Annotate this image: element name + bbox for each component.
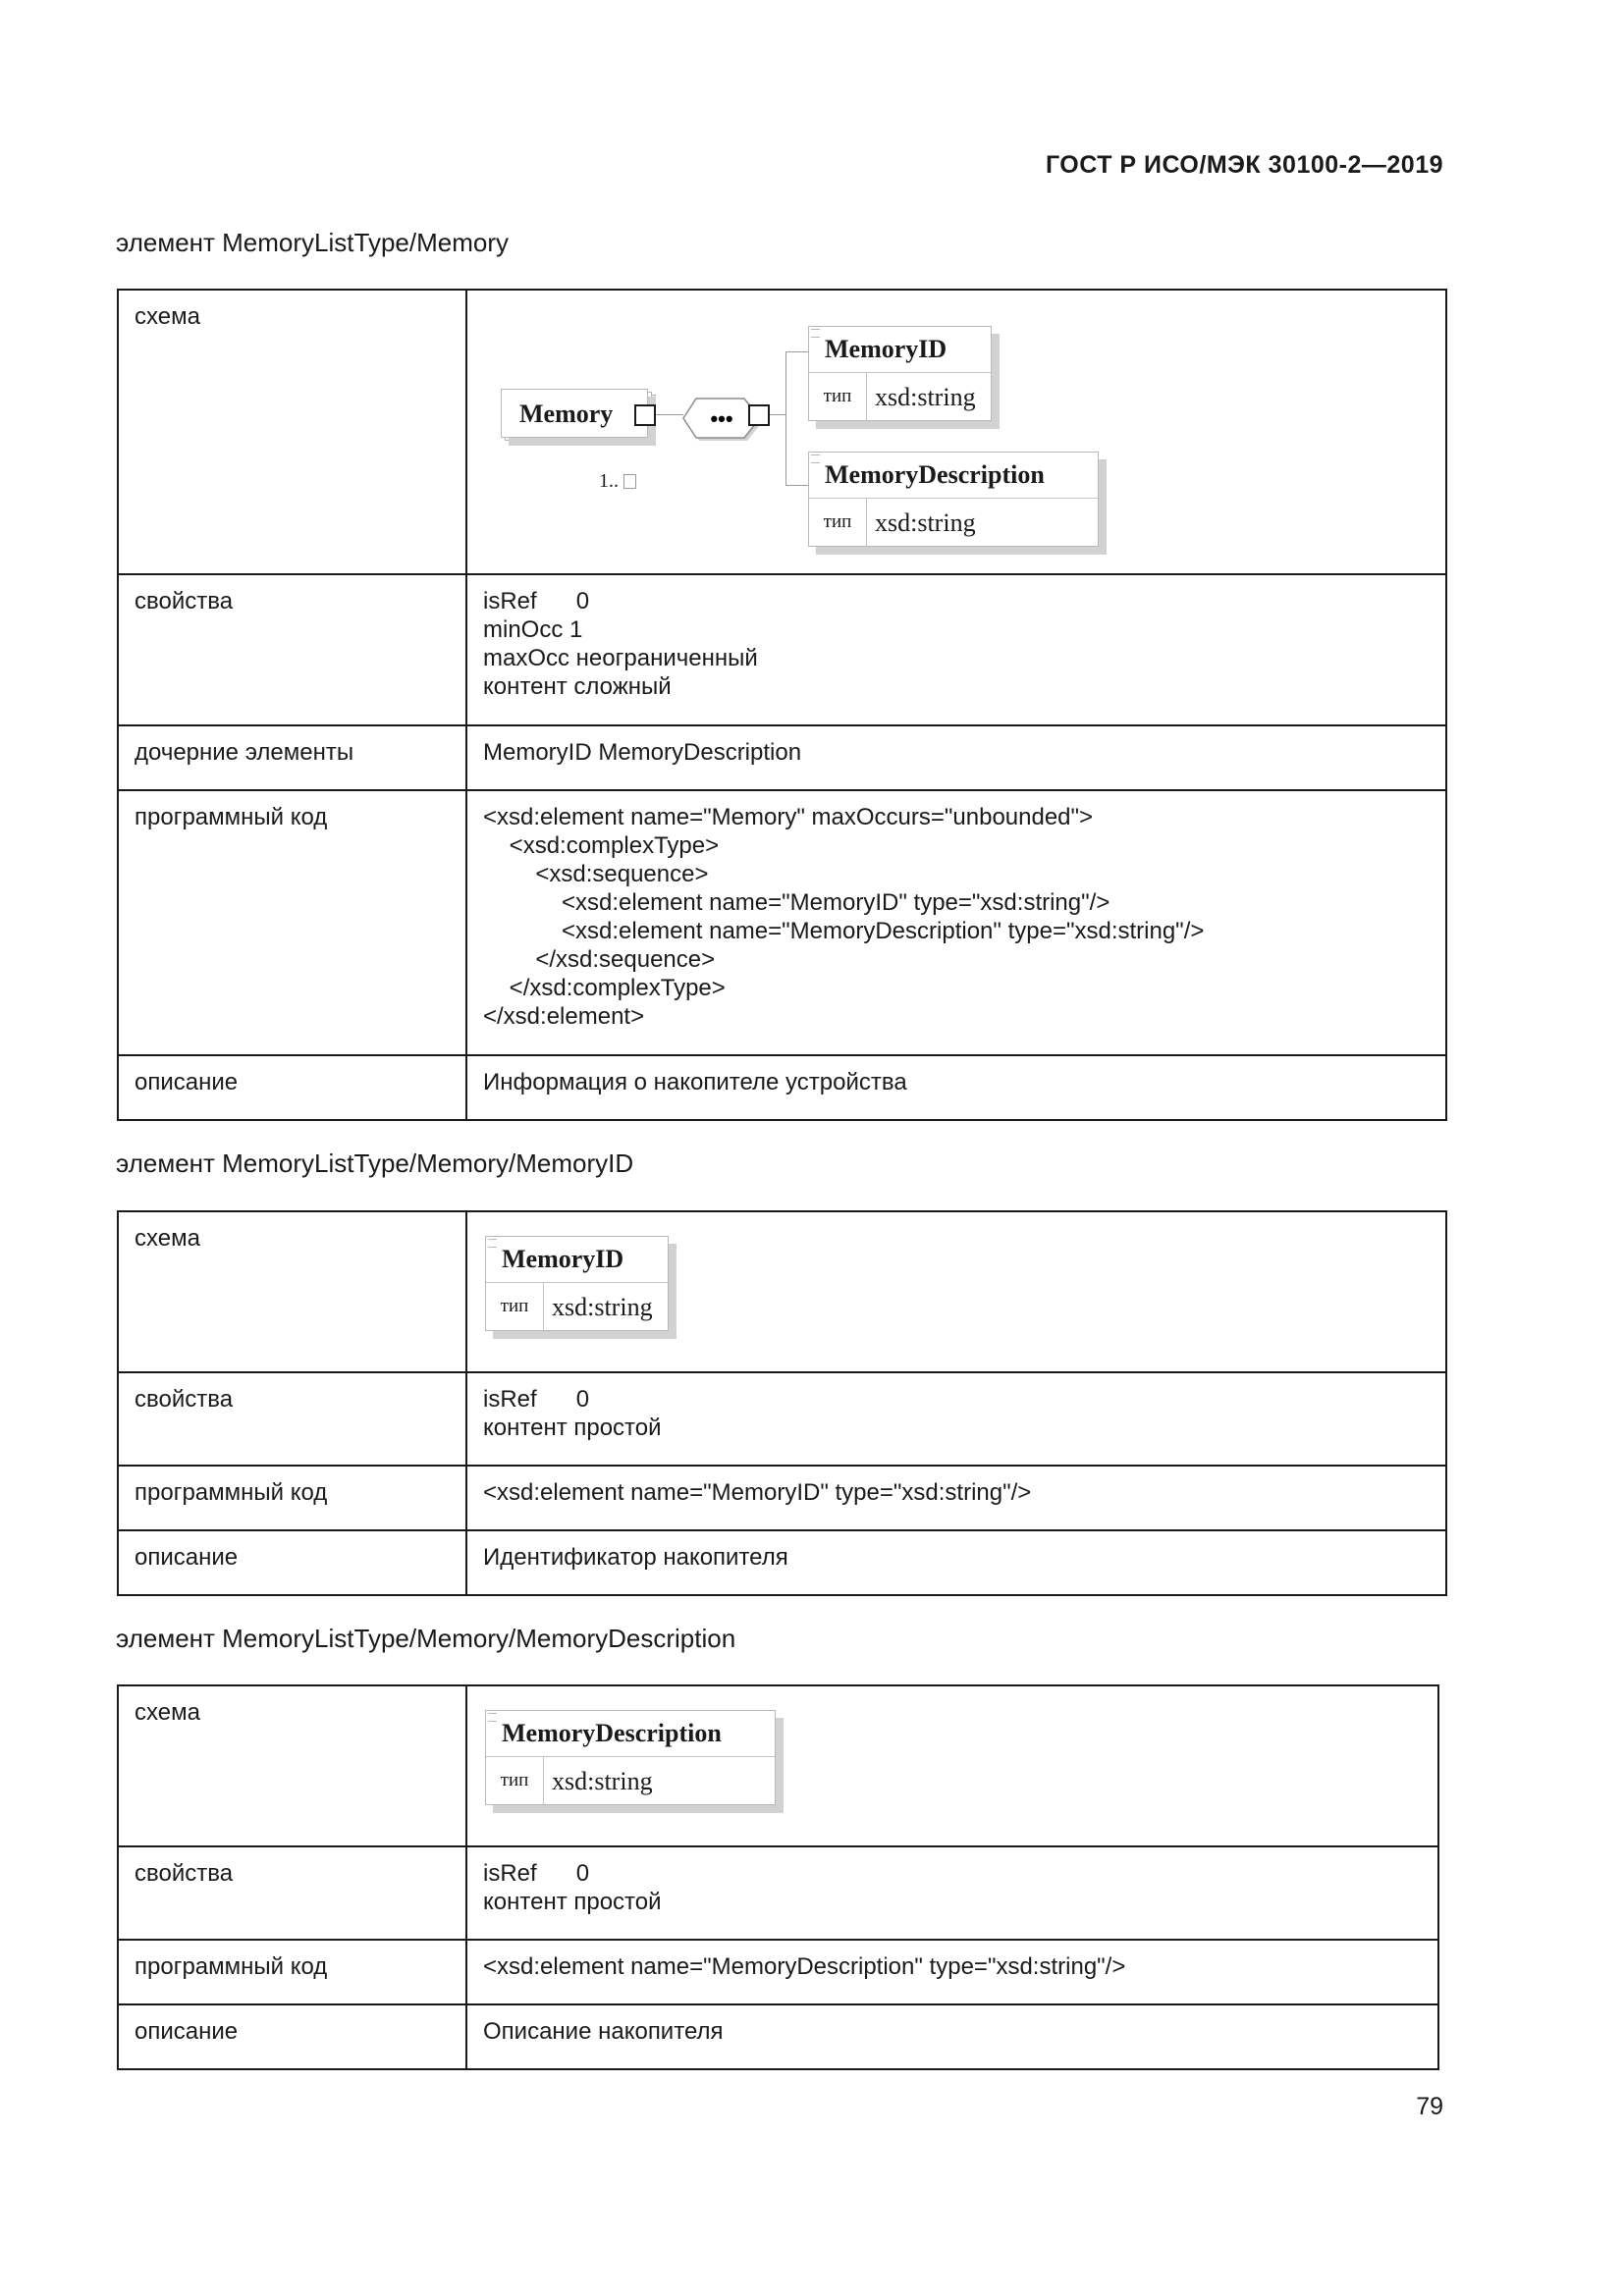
memorydescription-source-code: <xsd:element name="MemoryDescription" type="xsd:string"/>: [466, 1940, 1438, 2004]
memoryid-child-type-row: [809, 373, 991, 420]
memorydescription-child-name: MemoryDescription: [809, 453, 1098, 499]
memory-children-value: MemoryID MemoryDescription: [466, 725, 1446, 790]
element-marker-icon: [488, 1713, 497, 1722]
memorydescription-type-row: [486, 1757, 775, 1804]
memorydescription-properties-value: isRef 0 контент простой: [466, 1846, 1438, 1940]
memory-spec-table: [117, 289, 1447, 1121]
branch-line-bottom: [785, 485, 809, 486]
memory-expand-icon: [634, 404, 656, 426]
children-row: [118, 725, 1446, 790]
schema-label: схема: [118, 290, 466, 574]
schema-row: [118, 1211, 1446, 1372]
section-title-memoryid: элемент MemoryListType/Memory/MemoryID: [116, 1148, 634, 1178]
memoryid-type-row: [486, 1283, 668, 1330]
properties-row: [118, 1372, 1446, 1466]
source-row: [118, 1940, 1438, 2004]
element-marker-icon: [811, 329, 820, 338]
source-label: программный код: [118, 1940, 466, 2004]
document-header: ГОСТ Р ИСО/МЭК 30100-2—2019: [1045, 151, 1443, 179]
memorydescription-element-box: [485, 1710, 776, 1805]
source-label: программный код: [118, 1466, 466, 1530]
description-row: [118, 1530, 1446, 1595]
memory-element-name: Memory: [519, 400, 614, 428]
memoryid-type: xsd:string: [552, 1292, 653, 1321]
memoryid-description-value: Идентификатор накопителя: [466, 1530, 1446, 1595]
properties-label: свойства: [118, 1846, 466, 1940]
source-row: [118, 790, 1446, 1055]
sequence-expand-icon: [748, 404, 770, 426]
section-title-memory: элемент MemoryListType/Memory: [116, 228, 509, 257]
memoryid-element-name: MemoryID: [486, 1237, 668, 1283]
memorydescription-child-type: xsd:string: [875, 507, 976, 537]
source-label: программный код: [118, 790, 466, 1055]
memoryid-child-type: xsd:string: [875, 382, 976, 411]
schema-cell: [466, 290, 1446, 574]
connector-line: [656, 414, 683, 415]
schema-cell: [466, 1685, 1438, 1846]
occurrence-marker-icon: [623, 474, 636, 489]
type-key: тип: [486, 1757, 544, 1804]
memorydescription-child-type-row: [809, 499, 1098, 546]
source-row: [118, 1466, 1446, 1530]
memorydescription-element-name: MemoryDescription: [486, 1711, 775, 1757]
memoryid-child-box: [808, 326, 992, 421]
description-label: описание: [118, 2004, 466, 2069]
description-row: [118, 2004, 1438, 2069]
memoryid-schema-diagram: [483, 1224, 1430, 1352]
memorydescription-child-box: [808, 452, 1099, 547]
branch-line-top: [785, 351, 809, 352]
schema-cell: [466, 1211, 1446, 1372]
properties-label: свойства: [118, 1372, 466, 1466]
memory-properties-value: isRef 0 minOcc 1 maxOcc неограниченный контент сложный: [466, 574, 1446, 725]
compositor-dots: •••: [710, 406, 733, 431]
description-label: описание: [118, 1530, 466, 1595]
memory-source-code: <xsd:element name="Memory" maxOccurs="unbounded"> <xsd:complexType> <xsd:sequence> <xsd:element name="MemoryID" type="xsd:string"/> <xsd:element name="MemoryDescription" type="xsd:string"/> </xsd:sequence> </xsd:complexType> </xsd:element>: [466, 790, 1446, 1055]
page-number: 79: [1416, 2093, 1443, 2120]
schema-row: [118, 1685, 1438, 1846]
memoryid-child-name: MemoryID: [809, 327, 991, 373]
connector-line: [770, 414, 785, 415]
type-key: тип: [809, 373, 867, 420]
element-marker-icon: [488, 1239, 497, 1248]
memorydescription-type: xsd:string: [552, 1766, 653, 1795]
memorydescription-schema-diagram: [483, 1698, 1422, 1826]
memory-description-value: Информация о накопителе устройства: [466, 1055, 1446, 1120]
children-label: дочерние элементы: [118, 725, 466, 790]
memory-element-box: [501, 389, 648, 438]
memoryid-source-code: <xsd:element name="MemoryID" type="xsd:string"/>: [466, 1466, 1446, 1530]
element-marker-icon: [811, 454, 820, 463]
memorydescription-spec-table: [117, 1684, 1439, 2070]
memoryid-spec-table: [117, 1210, 1447, 1596]
memory-schema-diagram: [483, 302, 1430, 548]
description-label: описание: [118, 1055, 466, 1120]
memorydescription-description-value: Описание накопителя: [466, 2004, 1438, 2069]
schema-label: схема: [118, 1685, 466, 1846]
branch-line: [785, 351, 786, 485]
schema-row: [118, 290, 1446, 574]
type-key: тип: [809, 499, 867, 546]
description-row: [118, 1055, 1446, 1120]
type-key: тип: [486, 1283, 544, 1330]
schema-label: схема: [118, 1211, 466, 1372]
memory-occurrence-label: 1..: [599, 470, 619, 492]
properties-label: свойства: [118, 574, 466, 725]
section-title-memorydescription: элемент MemoryListType/Memory/MemoryDescription: [116, 1624, 736, 1653]
properties-row: [118, 574, 1446, 725]
memoryid-element-box: [485, 1236, 669, 1331]
memoryid-properties-value: isRef 0 контент простой: [466, 1372, 1446, 1466]
properties-row: [118, 1846, 1438, 1940]
